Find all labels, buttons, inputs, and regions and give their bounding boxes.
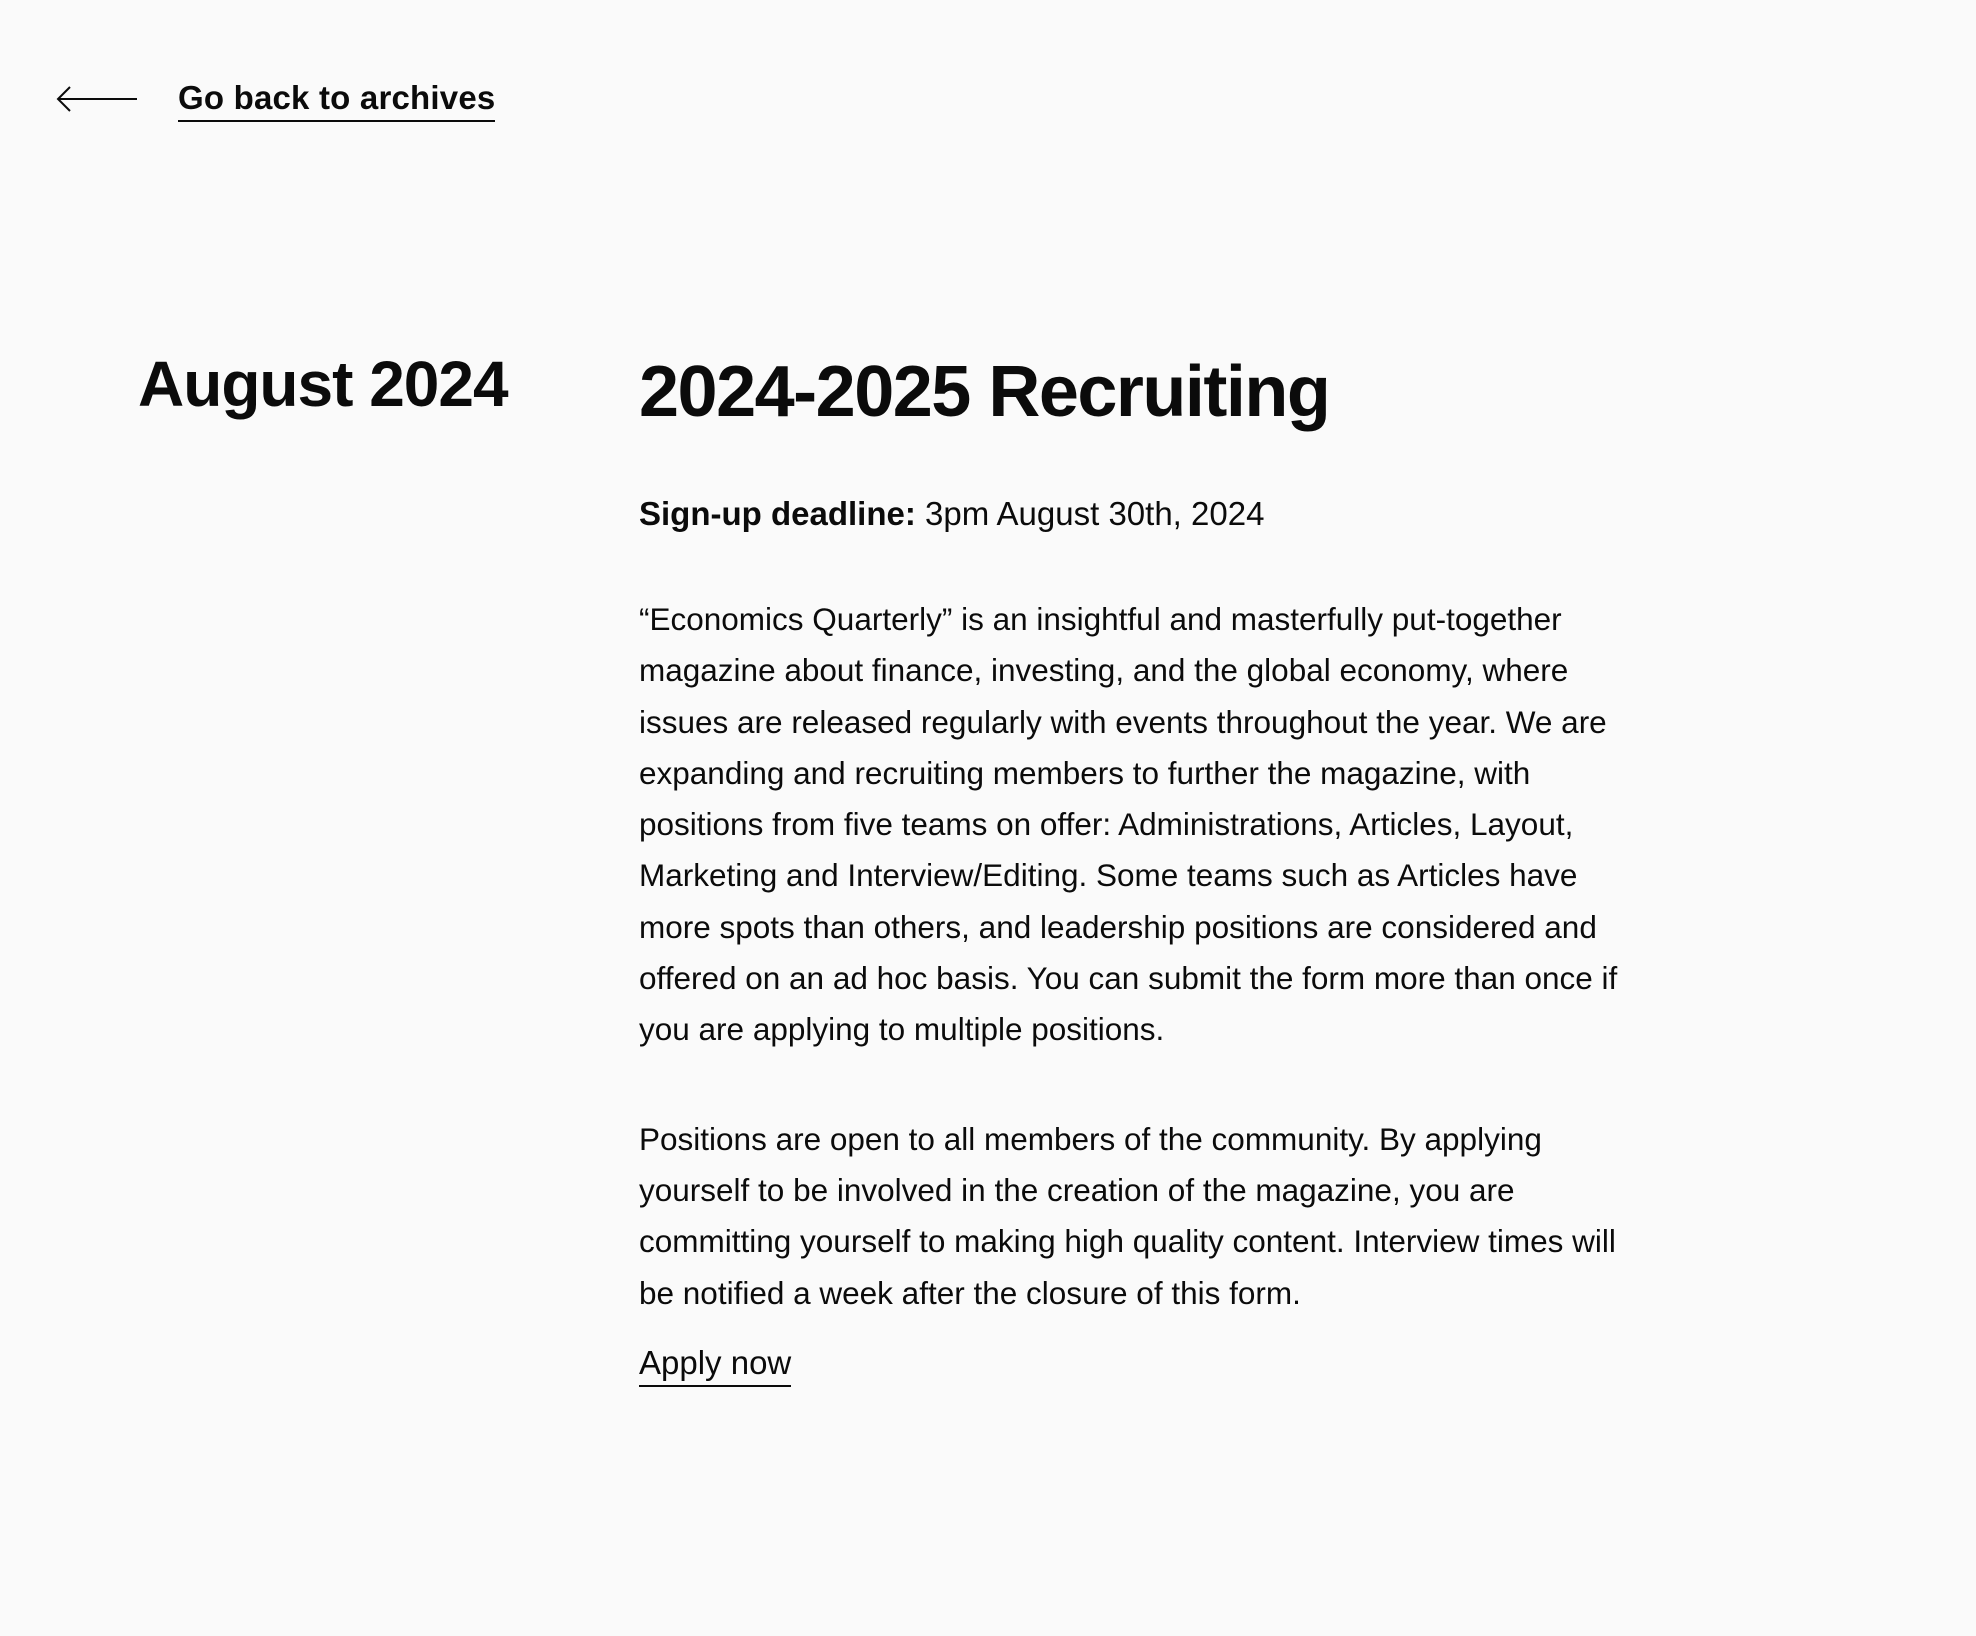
arrow-left-icon bbox=[56, 84, 138, 114]
article-paragraph-intro: “Economics Quarterly” is an insightful and masterfully put-together magazine about finance, investing, and the global economy, where issues are released regularly with events throughout the year. We are expanding and recruiting members to further the magazine, with positions from five teams on offer: Administrations, Articles, Layout, Marketing and Interview/Editing. Some teams such as Articles have more spots than others, and leadership positions are considered and offered on an ad hoc basis. You can submit the form more than once if you are applying to multiple positions. bbox=[639, 601, 1618, 1048]
deadline-label: Sign-up deadline: bbox=[639, 495, 916, 532]
issue-date: August 2024 bbox=[138, 348, 508, 420]
article-title: 2024-2025 Recruiting bbox=[639, 352, 1330, 432]
article bbox=[639, 350, 1639, 1387]
signup-deadline bbox=[639, 492, 1639, 536]
back-to-archives-link[interactable] bbox=[56, 76, 495, 122]
back-to-archives-label: Go back to archives bbox=[178, 76, 495, 122]
article-paragraph-eligibility: Positions are open to all members of the community. By applying yourself to be involved in the creation of the magazine, you are committing yourself to making high quality content. Interview times will be notified a week after the closure of this form. bbox=[639, 1120, 1616, 1311]
deadline-value: 3pm August 30th, 2024 bbox=[925, 495, 1265, 532]
apply-now-link[interactable]: Apply now bbox=[639, 1341, 791, 1387]
